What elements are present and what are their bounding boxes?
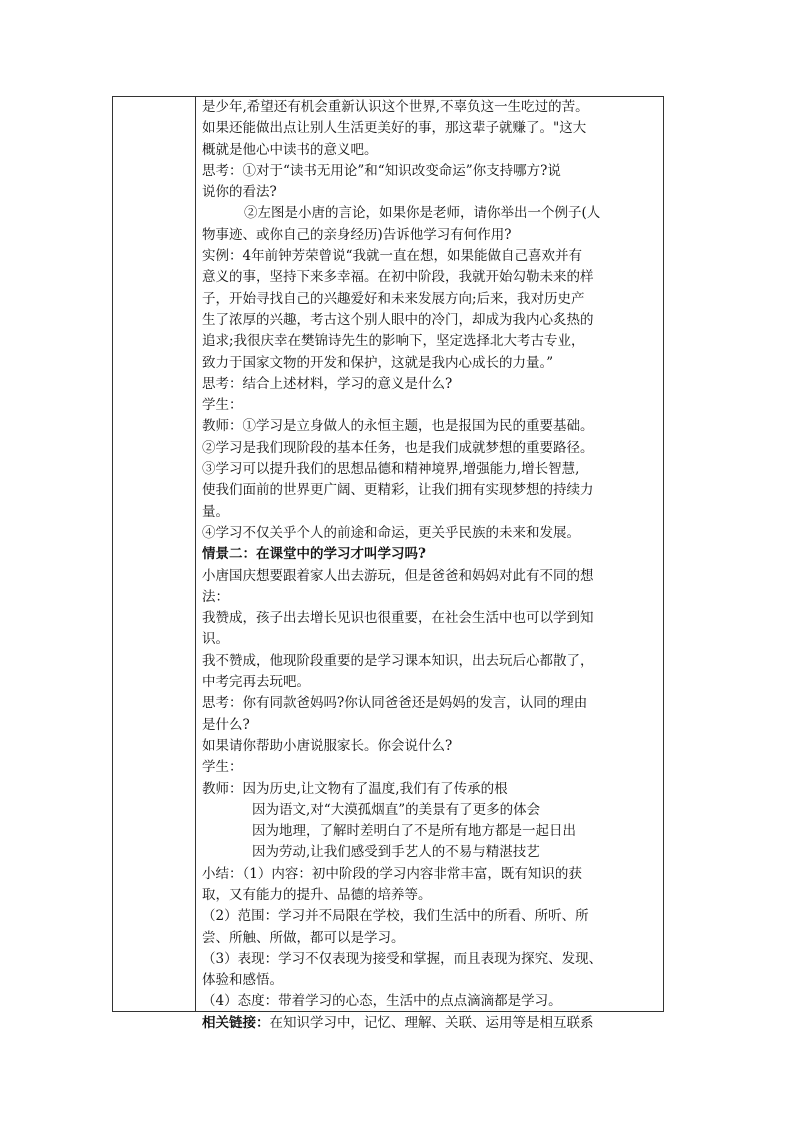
text-line: 说你的看法? [202, 184, 277, 201]
text-line: 法： [202, 588, 229, 605]
text-line: 我赞成，孩子出去增长见识也很重要，在社会生活中也可以学到知 [202, 610, 594, 627]
bold-label: 相关链接： [202, 1014, 270, 1031]
text-line: 是少年,希望还有机会重新认识这个世界,不辜负这一生吃过的苦。 [202, 99, 589, 115]
lesson-table [112, 96, 664, 1031]
lesson-content-cell [202, 97, 660, 1034]
text-line: 致力于国家文物的开发和保护，这就是我内心成长的力量。” [202, 354, 554, 371]
text-line: 因为劳动,让我们感受到手艺人的不易与精湛技艺 [252, 844, 540, 861]
text-line: 因为地理，了解时差明白了不是所有地方都是一起日出 [252, 823, 576, 840]
text-line: 追求;我很庆幸在樊锦诗先生的影响下，坚定选择北大考古专业， [202, 333, 585, 350]
text-line: 思考：①对于“读书无用论”和“知识改变命运”你支持哪方?说 [202, 162, 561, 179]
text-line: 教师：①学习是立身做人的永恒主题，也是报国为民的重要基础。 [202, 418, 594, 435]
line-rest: 在知识学习中，记忆、理解、关联、运用等是相互联系 [269, 1014, 594, 1031]
text-line: 子，开始寻找自己的兴趣爱好和未来发展方向;后来，我对历史产 [202, 290, 585, 307]
text-line: 是什么? [202, 716, 250, 733]
text-line: 情景二：在课堂中的学习才叫学习吗? [202, 546, 426, 563]
text-line: 生了浓厚的兴趣，考古这个别人眼中的冷门，却成为我内心炙热的 [202, 311, 594, 328]
text-line: 如果还能做出点让别人生活更美好的事，那这辈子就赚了。"这大 [202, 120, 587, 137]
text-line: 概就是他心中读书的意义吧。 [202, 141, 378, 158]
text-line: 思考：你有同款爸妈吗?你认同爸爸还是妈妈的发言，认同的理由 [202, 695, 588, 712]
text-line: 中考完再去玩吧。 [202, 674, 310, 691]
text-line: ②学习是我们现阶段的基本任务，也是我们成就梦想的重要路径。 [202, 439, 594, 456]
text-line: 识。 [202, 631, 229, 648]
text-line: 因为语文,对“大漠孤烟直”的美景有了更多的体会 [252, 801, 541, 818]
text-line: 小唐国庆想要跟着家人出去游玩，但是爸爸和妈妈对此有不同的想 [202, 567, 594, 584]
left-column-cell [113, 97, 195, 1011]
text-line: 取，又有能力的提升、品德的培养等。 [202, 886, 432, 903]
text-line: 意义的事，坚持下来多幸福。在初中阶段，我就开始勾勒未来的样 [202, 269, 594, 286]
text-line: ④学习不仅关乎个人的前途和命运，更关乎民族的未来和发展。 [202, 524, 580, 541]
text-line [202, 1013, 660, 1034]
text-line: 学生： [202, 759, 243, 776]
text-line: ②左图是小唐的言论，如果你是老师，请你举出一个例子(人 [244, 205, 601, 222]
column-divider [195, 97, 196, 1011]
text-line: 思考：结合上述材料，学习的意义是什么? [202, 375, 453, 392]
text-line: （2）范围：学习并不局限在学校，我们生活中的所看、所听、所 [202, 908, 589, 925]
text-line: 如果请你帮助小唐说服家长。你会说什么? [202, 737, 453, 754]
text-line: 物事迹、或你自己的亲身经历)告诉他学习有何作用? [202, 226, 512, 243]
text-line: 教师：因为历史,让文物有了温度,我们有了传承的根 [202, 780, 508, 797]
text-line: （3）表现：学习不仅表现为接受和掌握，而且表现为探究、发现、 [202, 950, 603, 967]
text-line: 使我们面前的世界更广阔、更精彩，让我们拥有实现梦想的持续力 [202, 482, 594, 499]
text-line: 学生： [202, 397, 243, 414]
text-line: （4）态度：带着学习的心态，生活中的点点滴滴都是学习。 [202, 993, 562, 1010]
text-line: 体验和感悟。 [202, 972, 283, 989]
text-line: ③学习可以提升我们的思想品德和精神境界,增强能力,增长智慧, [202, 461, 580, 478]
text-line: 小结：（1）内容：初中阶段的学习内容非常丰富，既有知识的获 [202, 865, 582, 882]
text-line: 实例：4年前钟芳荣曾说“我就一直在想，如果能做自己喜欢并有 [202, 248, 582, 265]
text-line: 我不赞成，他现阶段重要的是学习课本知识，出去玩后心都散了， [202, 652, 594, 669]
text-line: 量。 [202, 503, 229, 520]
text-line: 尝、所触、所做，都可以是学习。 [202, 929, 405, 946]
